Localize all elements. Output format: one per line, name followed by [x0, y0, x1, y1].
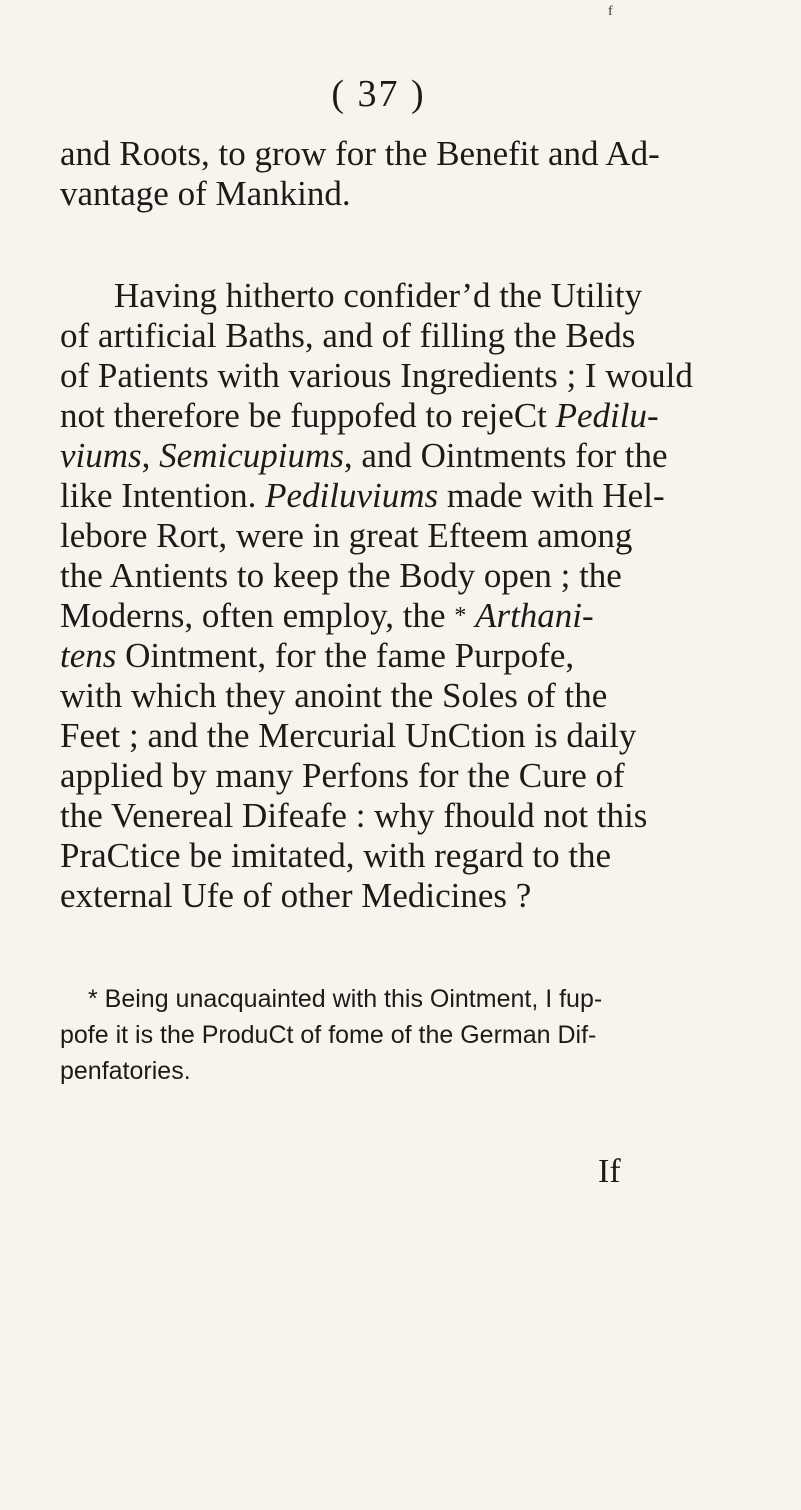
footnote-line: * Being unacquainted with this Ointment, I fup- [88, 985, 603, 1013]
text-line: external Ufe of other Medicines ? [60, 876, 532, 915]
text-line: applied by many Perfons for the Cure of [60, 756, 625, 795]
text-line: Feet ; and the Mercurial UnCtion is daily [60, 716, 637, 755]
text-line: the Venereal Difeafe : why fhould not this [60, 796, 648, 835]
text-span: , [141, 436, 160, 475]
text-line: of artificial Baths, and of filling the Beds [60, 316, 636, 355]
text-span: made with Hel- [446, 476, 665, 515]
text-line [60, 436, 668, 476]
text-line: with which they anoint the Soles of the [60, 676, 608, 715]
text-line [60, 636, 574, 676]
italic-span: Pediluviums [265, 476, 439, 515]
text-span: , and Ointments for the [343, 436, 668, 475]
printer-mark: f [608, 4, 613, 19]
footnote-line: penfatories. [60, 1057, 191, 1085]
italic-span: Pedilu- [555, 396, 659, 435]
text-span: Ointment, for the fame Purpofe, [125, 636, 575, 675]
catchword: If [598, 1153, 621, 1190]
italic-span: viums [60, 436, 142, 475]
text-span: not therefore be fuppofed to rejeCt [60, 396, 547, 435]
italic-span: tens [60, 636, 117, 675]
page-number: ( 37 ) [331, 73, 426, 115]
text-line: the Antients to keep the Body open ; the [60, 556, 622, 595]
text-line: of Patients with various Ingredients ; I would [60, 356, 693, 395]
text-line: Having hitherto confider’d the Utility [114, 276, 643, 315]
text-line: vantage of Mankind. [60, 174, 351, 213]
text-line [60, 476, 665, 516]
text-line: and Roots, to grow for the Benefit and Ad- [60, 134, 660, 173]
text-line: lebore Rort, were in great Efteem among [60, 516, 633, 555]
text-line [60, 396, 659, 436]
text-line: PraCtice be imitated, with regard to the [60, 836, 612, 875]
italic-span: Arthani- [475, 596, 594, 635]
footnote-line: pofe it is the ProduCt of fome of the German Dif- [60, 1021, 597, 1049]
text-line [60, 596, 594, 636]
footnote-marker: * [454, 603, 467, 629]
italic-span: Semicupiums [159, 436, 344, 475]
text-span: Moderns, often employ, the [60, 596, 446, 635]
text-span: like Intention. [60, 476, 257, 515]
